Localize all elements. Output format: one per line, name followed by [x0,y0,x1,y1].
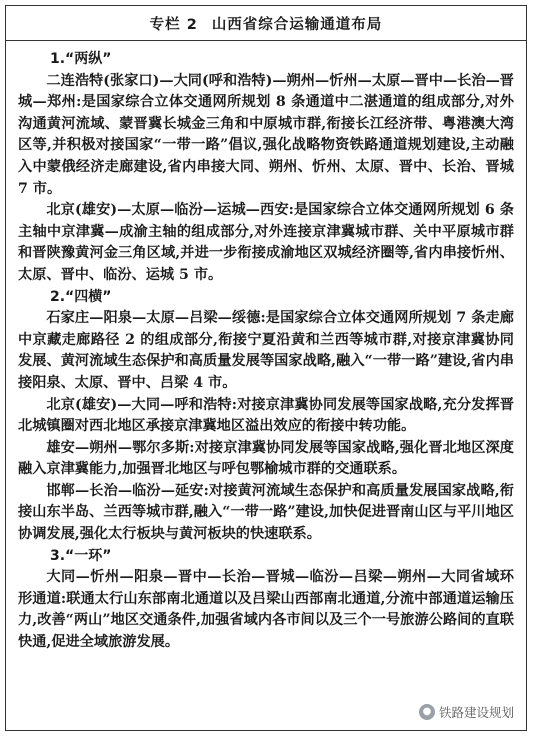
corridor-paragraph: 北京(雄安)—大同—呼和浩特:对接京津冀协同发展等国家战略,充分发挥晋北城镇圈对西北地区承接京津冀地区溢出效应的衔接中转功能。 [18,396,514,435]
watermark [415,702,520,722]
section-heading: 1.“两纵” [50,51,112,67]
section-four-horizontal [18,287,514,546]
account-icon: ● [419,704,435,720]
section-one-ring [18,546,514,654]
corridor-paragraph: 邯郸—长治—临汾—延安:对接黄河流域生态保护和高质量发展国家战略,衔接山东半岛、兰西等城市群,融入“一带一路”建设,加快促进晋南山区与平川地区协调发展,强化太行板块与黄河板块的快速联系。 [18,482,514,543]
section-heading: 2.“四横” [50,288,112,305]
column-label: 专栏 2 [149,16,198,33]
column-box [5,5,527,731]
watermark-text: 铁路建设规划 [438,705,514,720]
section-two-vertical [18,49,514,287]
corridor-paragraph: 北京(雄安)—太原—临汾—运城—西安:是国家综合立体交通网所规划 6 条主轴中京津冀—成渝主轴的组成部分,对外连接京津冀城市群、关中平原城市群和晋陕豫黄河金三角区域,并进一步衔接成渝地区双城经济圈等,省内串接忻州、太原、晋中、临汾、运城 5 市。 [18,202,514,283]
column-title: 山西省综合运输通道布局 [211,16,383,33]
corridor-paragraph: 石家庄—阳泉—太原—吕梁—绥德:是国家综合立体交通网所规划 7 条走廊中京藏走廊路径 2 的组成部分,衔接宁夏沿黄和兰西等城市群,对接京津冀协同发展、黄河流域生态保护和高质量发展等国家战略,融入“一带一路”建设,省内串接阳泉、太原、晋中、吕梁 4 市。 [18,310,514,391]
corridor-paragraph: 雄安—朔州—鄂尔多斯:对接京津冀协同发展等国家战略,强化晋北地区深度融入京津冀能力,加强晋北地区与呼包鄂榆城市群的交通联系。 [18,439,514,478]
column-content [6,41,526,654]
section-heading: 3.“一环” [50,547,112,564]
corridor-paragraph: 二连浩特(张家口)—大同(呼和浩特)—朔州—忻州—太原—晋中—长治—晋城—郑州:是国家综合立体交通网所规划 8 条通道中二湛通道的组成部分,对外沟通黄河流域、蒙晋冀长城金三角和中原城市群,衔接长江经济带、粤港澳大湾区等,并积极对接国家“一带一路”倡议,强化战略物资铁路通道规划建设,主动融入中蒙俄经济走廊建设,省内串接大同、朔州、忻州、太原、晋中、长治、晋城 7 市。 [18,72,514,197]
corridor-paragraph: 大同—忻州—阳泉—晋中—长治—晋城—临汾—吕梁—朔州—大同省域环形通道:联通太行山东部南北通道以及吕梁山西部南北通道,分流中部通道运输压力,改善“两山”地区交通条件,加强省域内各市间以及三个一号旅游公路间的直联快通,促进全域旅游发展。 [18,569,514,651]
column-title-bar [6,6,526,41]
